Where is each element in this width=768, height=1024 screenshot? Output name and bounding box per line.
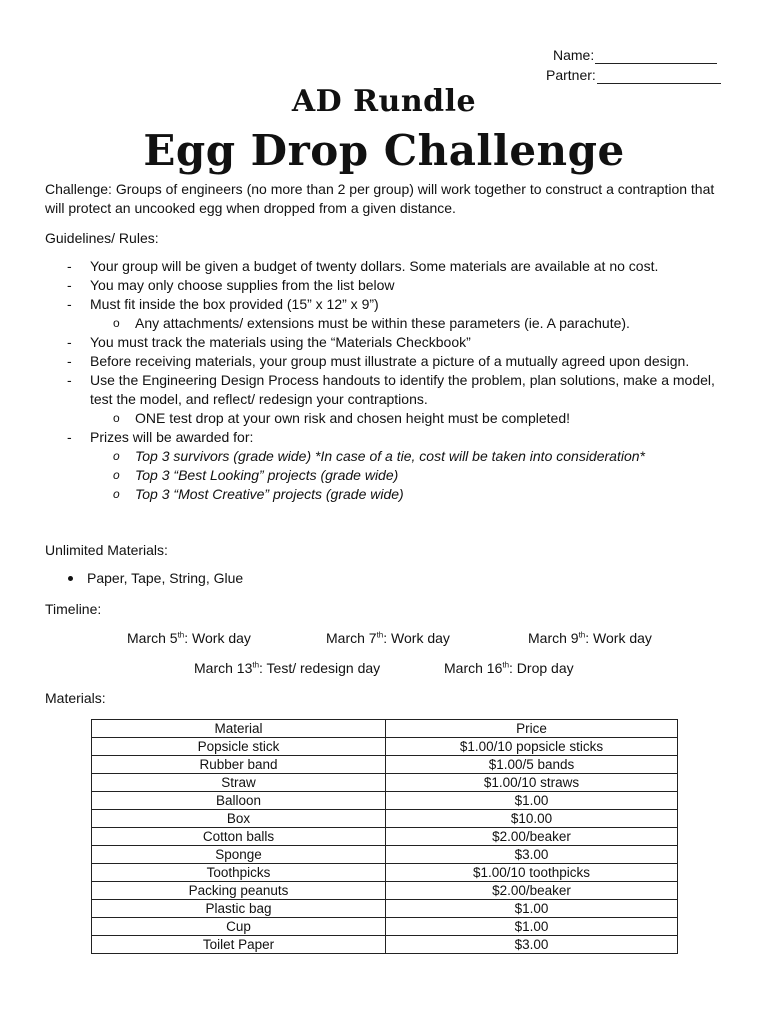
material-cell: Cotton balls [92, 828, 386, 846]
rules-list [45, 257, 725, 504]
table-row [92, 936, 678, 954]
table-row [92, 864, 678, 882]
table-row [92, 810, 678, 828]
school-title: AD Rundle [291, 84, 477, 119]
price-cell: $2.00/beaker [386, 828, 678, 846]
table-row [92, 828, 678, 846]
price-cell: $1.00/10 popsicle sticks [386, 738, 678, 756]
rule-item: - Prizes will be awarded for: [67, 429, 254, 445]
table-row [92, 756, 678, 774]
rule-subitem: o Any attachments/ extensions must be within these parameters (ie. A parachute). [113, 315, 630, 331]
table-row [92, 774, 678, 792]
table-row [92, 918, 678, 936]
timeline-event: March 16th: Drop day [444, 660, 574, 676]
price-cell: $2.00/beaker [386, 882, 678, 900]
prize-item: o Top 3 “Best Looking” projects (grade wide) [113, 467, 399, 483]
price-cell: $3.00 [386, 936, 678, 954]
table-row [92, 792, 678, 810]
rule-item: - Use the Engineering Design Process handouts to identify the problem, plan solutions, make a model, test the model, and reflect/ redesign your contraptions. [67, 372, 715, 407]
unlimited-item: Paper, Tape, String, Glue [68, 570, 243, 586]
column-header: Material [92, 720, 386, 738]
rule-item: - Must fit inside the box provided (15” x 12” x 9”) [67, 296, 379, 312]
table-row [92, 900, 678, 918]
prize-item: o Top 3 “Most Creative” projects (grade wide) [113, 486, 404, 502]
timeline-event: March 13th: Test/ redesign day [194, 660, 381, 676]
price-cell: $1.00 [386, 900, 678, 918]
timeline-event: March 9th: Work day [528, 630, 652, 646]
table-header-row [92, 720, 678, 738]
material-cell: Toilet Paper [92, 936, 386, 954]
material-cell: Popsicle stick [92, 738, 386, 756]
timeline-event: March 5th: Work day [127, 630, 251, 646]
guidelines-heading: Guidelines/ Rules: [45, 230, 159, 246]
timeline-event: March 7th: Work day [326, 630, 450, 646]
material-cell: Cup [92, 918, 386, 936]
price-cell: $10.00 [386, 810, 678, 828]
materials-table [91, 719, 678, 954]
price-cell: $1.00/10 straws [386, 774, 678, 792]
material-cell: Toothpicks [92, 864, 386, 882]
bullet-dot [68, 576, 73, 581]
partner-label: Partner: [546, 67, 596, 83]
materials-heading: Materials: [45, 690, 106, 706]
rule-item: - You may only choose supplies from the list below [67, 277, 395, 293]
price-cell: $1.00/10 toothpicks [386, 864, 678, 882]
rule-subitem: o ONE test drop at your own risk and chosen height must be completed! [113, 410, 571, 426]
material-cell: Balloon [92, 792, 386, 810]
price-cell: $1.00/5 bands [386, 756, 678, 774]
table-row [92, 846, 678, 864]
material-cell: Packing peanuts [92, 882, 386, 900]
rule-item: - Your group will be given a budget of twenty dollars. Some materials are available at no cost. [67, 258, 659, 274]
material-cell: Sponge [92, 846, 386, 864]
rule-item: - Before receiving materials, your group must illustrate a picture of a mutually agreed upon design. [67, 353, 690, 369]
rule-item: - You must track the materials using the “Materials Checkbook” [67, 334, 471, 350]
name-blank [595, 63, 717, 64]
price-cell: $1.00 [386, 792, 678, 810]
timeline-heading: Timeline: [45, 601, 102, 617]
price-cell: $1.00 [386, 918, 678, 936]
material-cell: Plastic bag [92, 900, 386, 918]
page-title: Egg Drop Challenge [143, 126, 625, 175]
unlimited-heading: Unlimited Materials: [45, 542, 168, 558]
prize-item: o Top 3 survivors (grade wide) *In case of a tie, cost will be taken into consideration* [113, 448, 645, 464]
name-label: Name: [553, 47, 595, 63]
partner-field [546, 66, 721, 84]
column-header: Price [386, 720, 678, 738]
challenge-text: Challenge: Groups of engineers (no more than 2 per group) will work together to construct a contraption that will protect an uncooked egg when dropped from a given distance. [45, 181, 715, 216]
name-field [553, 46, 717, 64]
price-cell: $3.00 [386, 846, 678, 864]
table-row [92, 738, 678, 756]
material-cell: Straw [92, 774, 386, 792]
material-cell: Rubber band [92, 756, 386, 774]
material-cell: Box [92, 810, 386, 828]
table-row [92, 882, 678, 900]
